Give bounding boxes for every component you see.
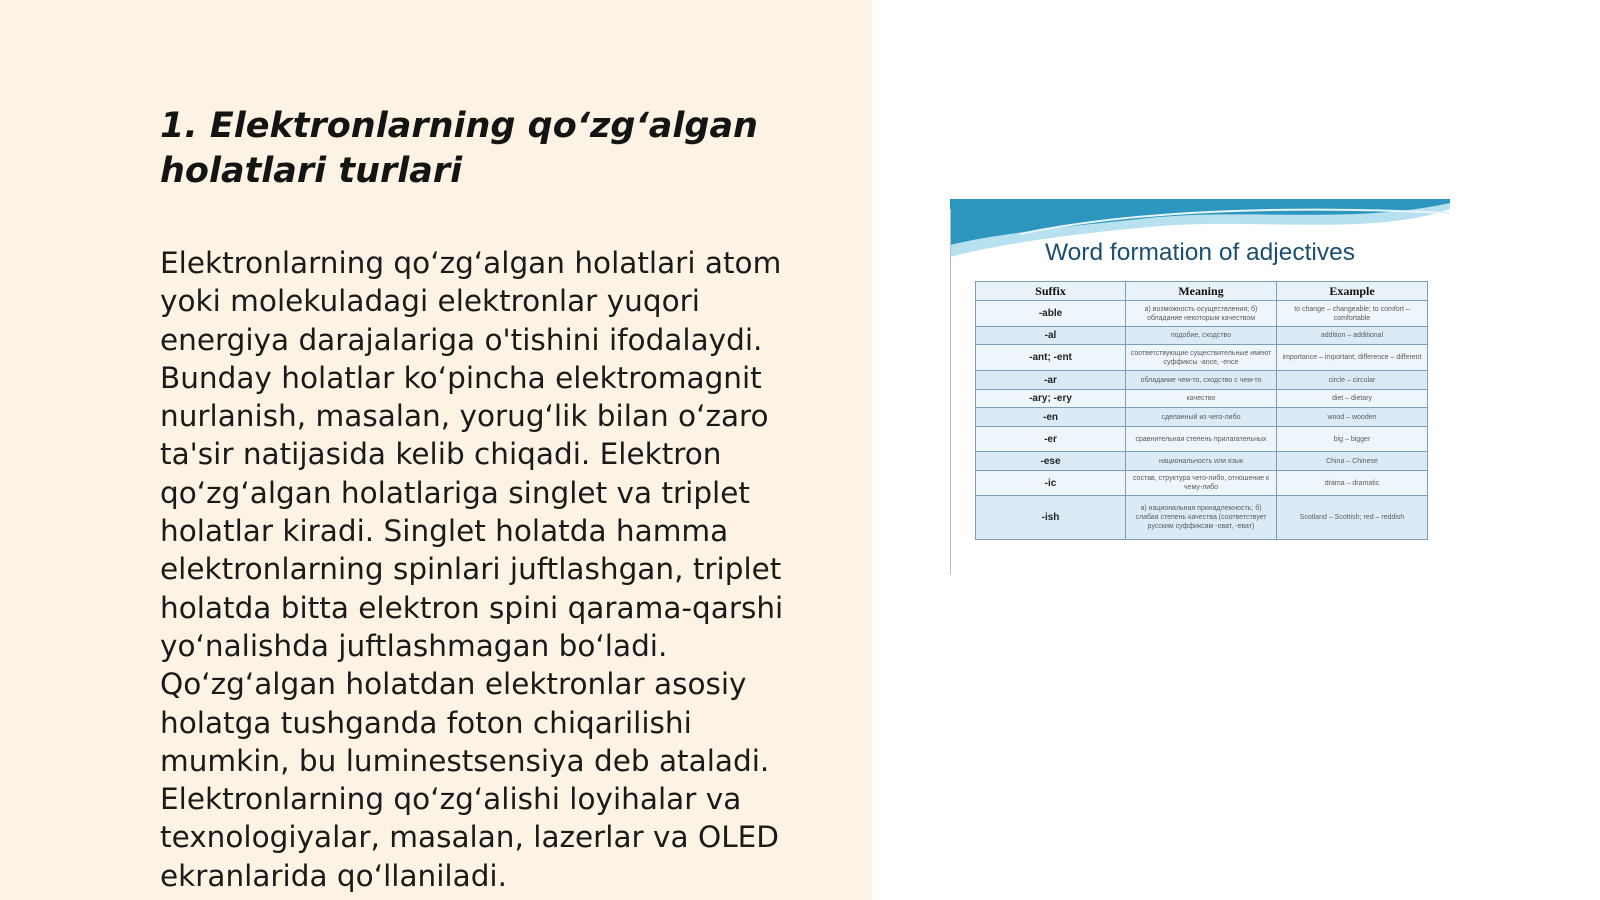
suffix-cell: -ary; -ery [976,390,1126,408]
meaning-cell: а) национальная принадлежность; б) слабая степень качества (соответствует русским суффиксам -оват, -еват) [1126,496,1277,540]
meaning-cell: национальность или язык [1126,452,1277,471]
meaning-cell: качество [1126,390,1277,408]
meaning-cell: сделанный из чего-либо [1126,408,1277,427]
table-row [976,496,1428,540]
example-cell: drama – dramatic [1277,471,1428,496]
slide-body-text: Elektronlarning qo‘zg‘algan holatlari atom yoki molekuladagi elektronlar yuqori energiya darajalariga o'tishini ifodalaydi. Bunday holatlar ko‘pincha elektromagnit nurlanish, masalan, yorug‘lik bilan o‘zaro ta'sir natijasida kelib chiqadi. Elektron qo‘zg‘algan holatlariga singlet va triplet holatlar kiradi. Singlet holatda hamma elektronlarning spinlari juftlashgan, triplet holatda bitta elektron spini qarama-qarshi yo‘nalishda juftlashmagan bo‘ladi. Qo‘zg‘algan holatdan elektronlar asosiy holatga tushganda foton chiqarilishi mumkin, bu luminestsensiya deb ataladi. Elektronlarning qo‘zg‘alishi loyihalar va texnologiyalar, masalan, lazerlar va OLED ekranlarida qo‘llaniladi. [160,246,784,893]
picture-title: Word formation of adjectives [1044,239,1356,266]
column-header-example: Example [1277,282,1428,301]
adjectives-table-image [950,199,1450,575]
example-cell: circle – circular [1277,371,1428,390]
table-row [976,452,1428,471]
suffix-cell: -ese [976,452,1126,471]
column-header-meaning: Meaning [1126,282,1277,301]
example-cell: Scotland – Scottish; red – reddish [1277,496,1428,540]
example-cell: to change – changeable; to comfort – comfortable [1277,301,1428,327]
meaning-cell: а) возможность осуществления; б) обладание некоторым качеством [1126,301,1277,327]
table-row [976,471,1428,496]
column-header-suffix: Suffix [976,282,1126,301]
example-cell: diet – dietary [1277,390,1428,408]
example-cell: big – bigger [1277,427,1428,452]
table-row [976,345,1428,371]
table-header-row [976,282,1428,301]
suffix-cell: -ar [976,371,1126,390]
meaning-cell: сравнительная степень прилагательных [1126,427,1277,452]
suffix-cell: -able [976,301,1126,327]
meaning-cell: подобие, сходство [1126,327,1277,345]
suffix-cell: -ish [976,496,1126,540]
table-row [976,408,1428,427]
table-row [976,327,1428,345]
suffix-cell: -ic [976,471,1126,496]
suffix-cell: -en [976,408,1126,427]
slide-title: 1. Elektronlarning qo‘zg‘algan holatlari turlari [160,106,758,191]
example-cell: China – Chinese [1277,452,1428,471]
suffix-cell: -er [976,427,1126,452]
table-row [976,301,1428,327]
suffix-table [975,281,1428,540]
suffix-cell: -al [976,327,1126,345]
meaning-cell: состав, структура чего-либо, отношение к чему-либо [1126,471,1277,496]
suffix-cell: -ant; -ent [976,345,1126,371]
table-row [976,427,1428,452]
table-row [976,390,1428,408]
example-cell: importance – important; difference – different [1277,345,1428,371]
meaning-cell: обладание чем-то, сходство с чем-то [1126,371,1277,390]
meaning-cell: соответствующие существительные имеют суффиксы -ance, -ence [1126,345,1277,371]
table-row [976,371,1428,390]
example-cell: wood – wooden [1277,408,1428,427]
example-cell: addition – additional [1277,327,1428,345]
